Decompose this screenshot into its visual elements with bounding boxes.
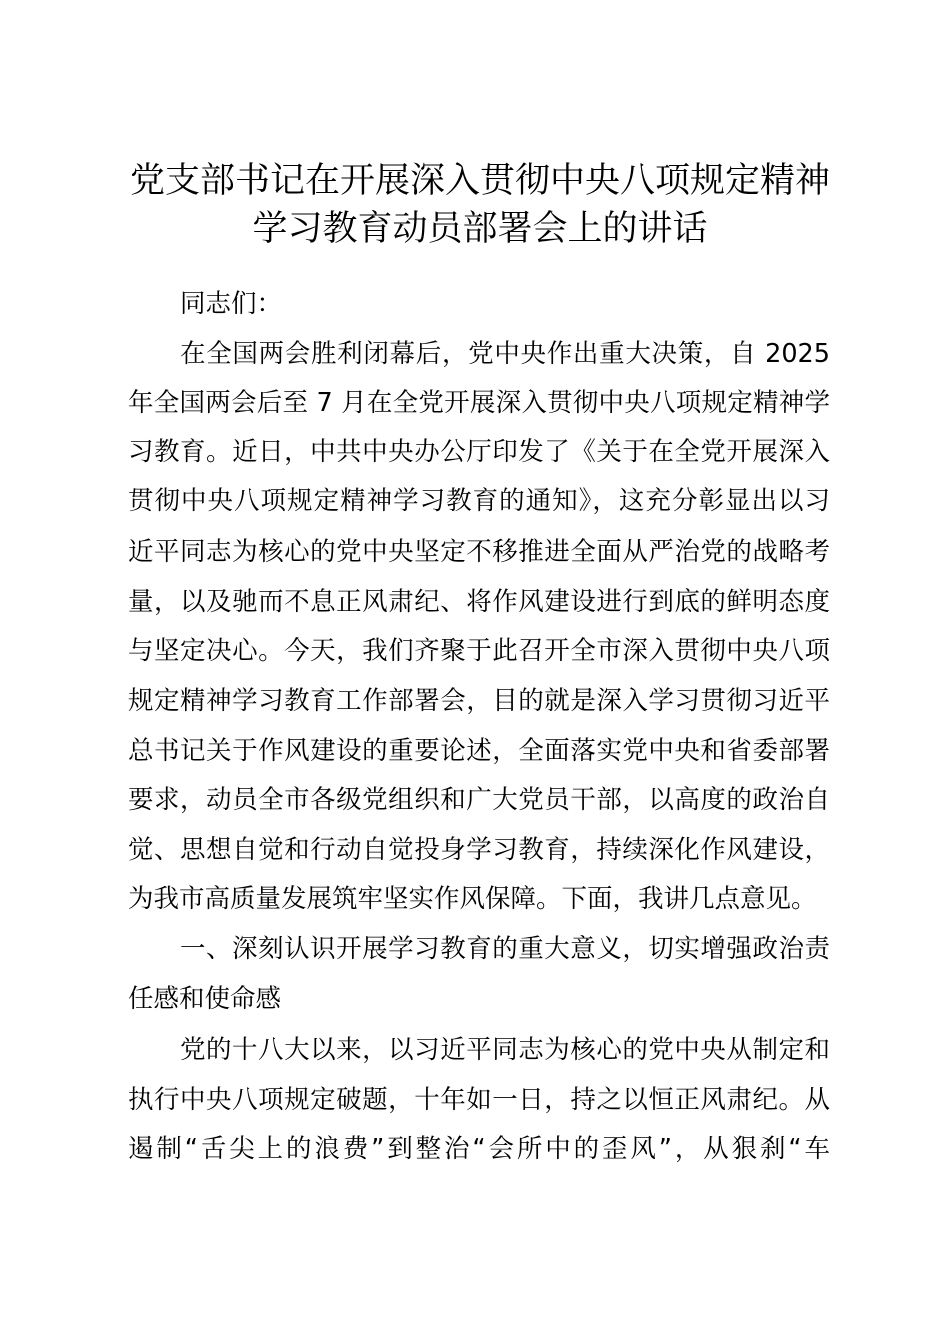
document-title-line-1: 党支部书记在开展深入贯彻中央八项规定精神	[129, 161, 830, 201]
paragraph-1-line: 在全国两会胜利闭幕后，党中央作出重大决策，自 2025	[180, 339, 830, 369]
paragraph-1-line: 与坚定决心。今天，我们齐聚于此召开全市深入贯彻中央八项	[128, 636, 830, 666]
paragraph-1-line: 近平同志为核心的党中央坚定不移推进全面从严治党的战略考	[128, 537, 830, 567]
document-title-line-2: 学习教育动员部署会上的讲话	[252, 209, 708, 249]
paragraph-2-line: 党的十八大以来，以习近平同志为核心的党中央从制定和	[180, 1035, 830, 1065]
paragraph-1-line: 年全国两会后至 7 月在全党开展深入贯彻中央八项规定精神学	[128, 388, 830, 418]
paragraph-1-line: 为我市高质量发展筑牢坚实作风保障。下面，我讲几点意见。	[128, 884, 817, 914]
salutation: 同志们：	[180, 289, 283, 319]
section-heading-line: 一、深刻认识开展学习教育的重大意义，切实增强政治责	[180, 934, 830, 964]
paragraph-1-line: 总书记关于作风建设的重要论述，全面落实党中央和省委部署	[128, 736, 830, 766]
paragraph-1-line: 要求，动员全市各级党组织和广大党员干部，以高度的政治自	[128, 785, 830, 815]
paragraph-1-line: 习教育。近日，中共中央办公厅印发了《关于在全党开展深入	[128, 437, 830, 467]
paragraph-2-line: 执行中央八项规定破题，十年如一日，持之以恒正风肃纪。从	[128, 1085, 830, 1115]
paragraph-2-line: 遏制“舌尖上的浪费”到整治“会所中的歪风”，从狠刹“车	[128, 1134, 830, 1164]
paragraph-1-line: 觉、思想自觉和行动自觉投身学习教育，持续深化作风建设，	[128, 835, 830, 865]
paragraph-1-line: 规定精神学习教育工作部署会，目的就是深入学习贯彻习近平	[128, 686, 830, 716]
paragraph-1-line: 贯彻中央八项规定精神学习教育的通知》，这充分彰显出以习	[128, 486, 830, 516]
paragraph-1-line: 量，以及驰而不息正风肃纪、将作风建设进行到底的鲜明态度	[128, 587, 830, 617]
section-heading-line: 任感和使命感	[128, 984, 282, 1014]
